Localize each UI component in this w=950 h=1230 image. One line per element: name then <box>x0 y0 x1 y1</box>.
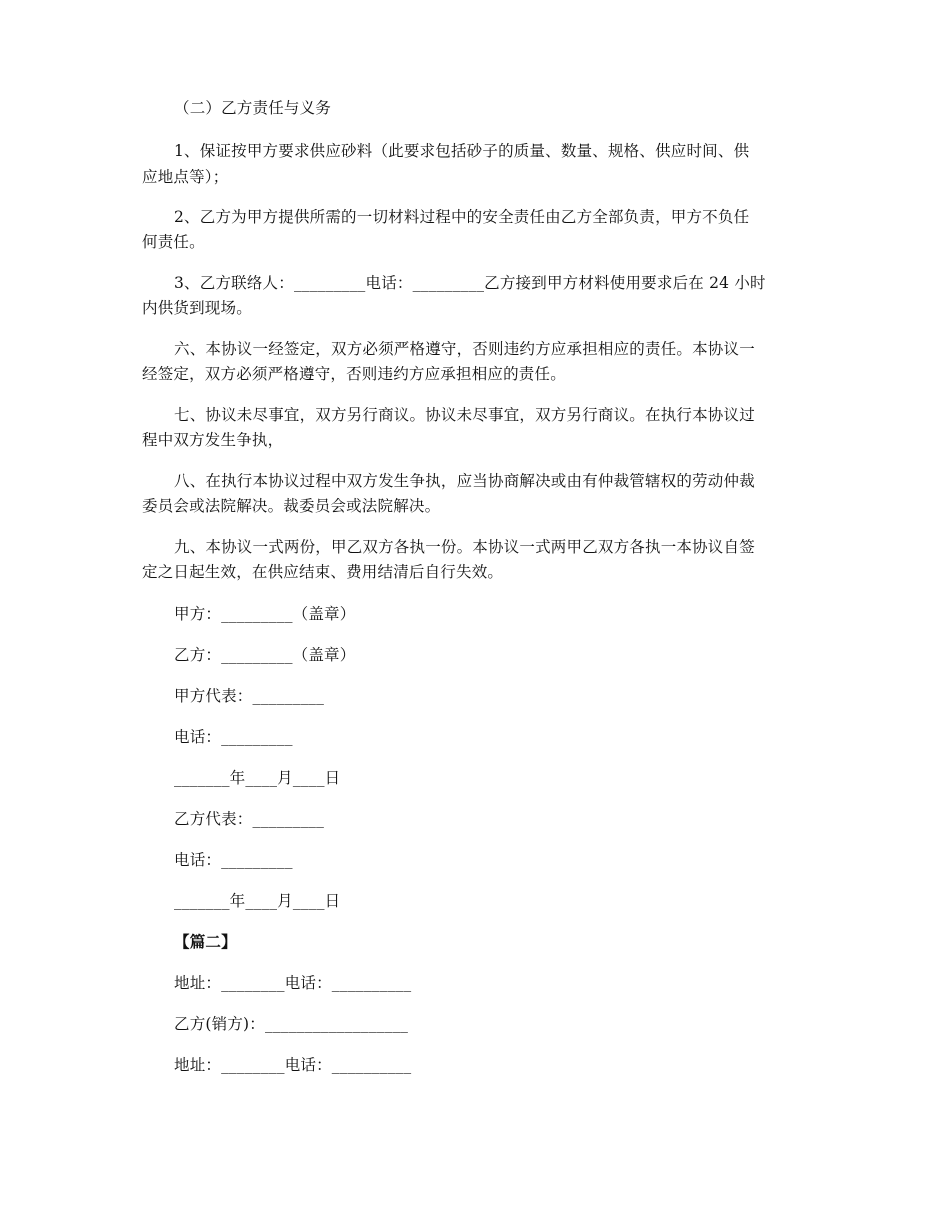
party-a-seal-line: 甲方：_________（盖章） <box>174 605 356 623</box>
party-b-representative: 乙方代表：_________ <box>174 810 325 828</box>
party-b-phone: 电话：_________ <box>174 851 293 869</box>
address-phone-line-2: 地址：________电话：__________ <box>174 1056 412 1074</box>
party-b-seller-line: 乙方(销方)：__________________ <box>174 1015 409 1033</box>
clause-3-line-1: 3、乙方联络人：_________电话：_________乙方接到甲方材料使用要求后在 24 小时 <box>174 274 766 292</box>
clause-7-line-2: 程中双方发生争执， <box>142 431 284 449</box>
section-heading-part-two: 【篇二】 <box>174 932 237 951</box>
clause-3-line-2: 内供货到现场。 <box>142 299 252 317</box>
party-b-date: _______年____月____日 <box>174 892 341 910</box>
party-a-date: _______年____月____日 <box>174 769 341 787</box>
clause-9-line-2: 定之日起生效，在供应结束、费用结清后自行失效。 <box>142 563 504 581</box>
clause-2-line-1: 2、乙方为甲方提供所需的一切材料过程中的安全责任由乙方全部负责，甲方不负任 <box>174 208 750 226</box>
clause-8-line-2: 委员会或法院解决。裁委员会或法院解决。 <box>142 497 441 515</box>
address-phone-line-1: 地址：________电话：__________ <box>174 974 412 992</box>
clause-8-line-1: 八、在执行本协议过程中双方发生争执，应当协商解决或由有仲裁管辖权的劳动仲裁 <box>174 472 755 490</box>
party-b-seal-line: 乙方：_________（盖章） <box>174 646 356 664</box>
clause-6-line-2: 经签定，双方必须严格遵守，否则违约方应承担相应的责任。 <box>142 365 566 383</box>
party-a-representative: 甲方代表：_________ <box>174 687 325 705</box>
clause-9-line-1: 九、本协议一式两份，甲乙双方各执一份。本协议一式两甲乙双方各执一本协议自签 <box>174 538 755 556</box>
clause-7-line-1: 七、协议未尽事宜，双方另行商议。协议未尽事宜，双方另行商议。在执行本协议过 <box>174 406 755 424</box>
party-a-phone: 电话：_________ <box>174 728 293 746</box>
section-heading-party-b-duties: （二）乙方责任与义务 <box>174 99 332 117</box>
clause-1-line-2: 应地点等）； <box>142 168 229 186</box>
clause-1-line-1: 1、保证按甲方要求供应砂料（此要求包括砂子的质量、数量、规格、供应时间、供 <box>174 142 750 160</box>
clause-2-line-2: 何责任。 <box>142 233 205 251</box>
clause-6-line-1: 六、本协议一经签定，双方必须严格遵守，否则违约方应承担相应的责任。本协议一 <box>174 340 755 358</box>
